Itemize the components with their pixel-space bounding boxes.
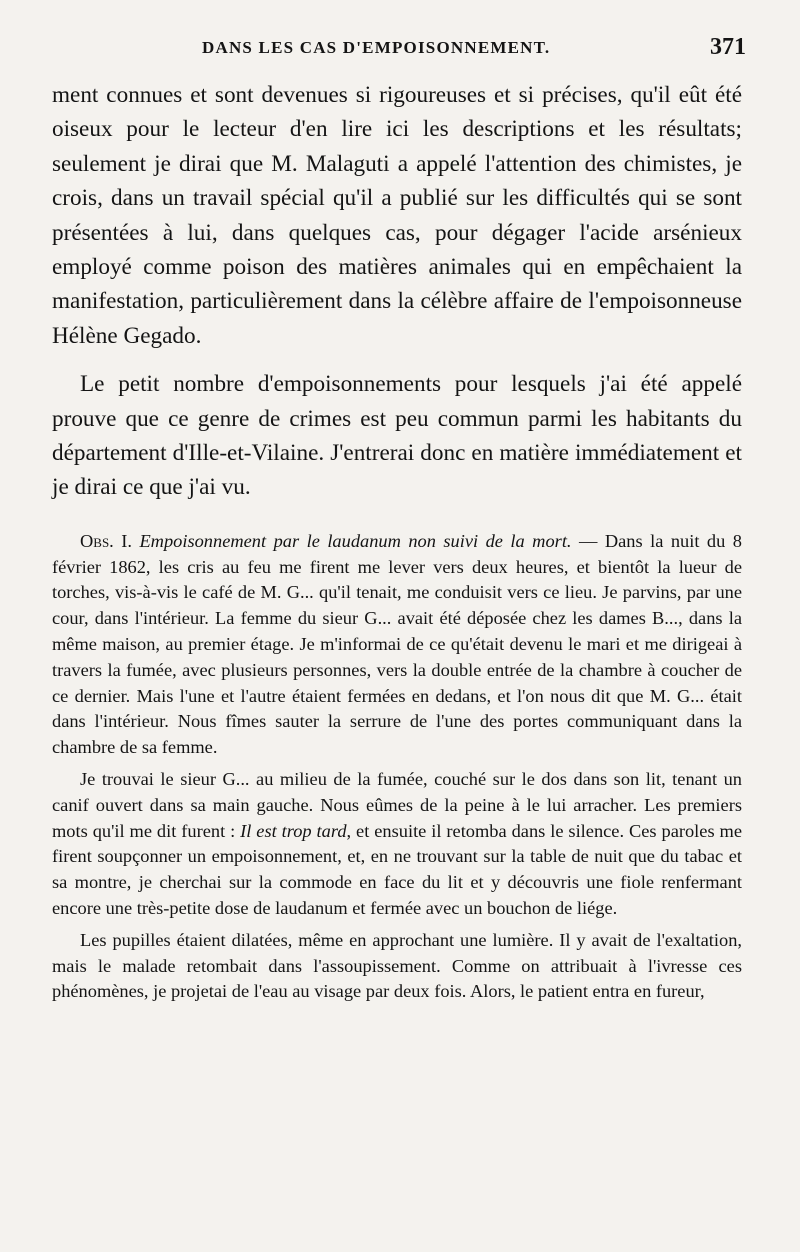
page-header	[52, 34, 746, 78]
observation-quote: Il est trop tard	[240, 820, 347, 841]
observation-third-paragraph: Les pupilles étaient dilatées, même en approchant une lumière. Il y avait de l'exaltation, mais le malade retombait dans l'assoupissement. Comme on attribuait à l'ivresse ces phénomènes, je projetai de l'eau au visage par deux fois. Alors, le patient entra en fureur,	[52, 929, 742, 1002]
observation-text-2-start: Je trouvai le sieur G... au milieu de la fumée, couché sur le dos dans son lit, tenant un canif ouvert dans sa main gauche. Nous eûmes de la peine à le lui arracher. Les premiers mots qu'il me dit furent :	[52, 769, 742, 841]
paragraph-continuation: ment connues et sont devenues si rigoureuses et si précises, qu'il eût été oiseux pour le lecteur d'en lire ici les descriptions et les résultats; seulement je dirai que M. Malaguti a appelé l'attention des chimistes, je crois, dans un travail spécial qu'il a publié sur les difficultés qui se sont présentées à lui, dans quelques cas, pour dégager l'acide arsénieux employé comme poison des matières animales qui en empêchaient la manifestation, particulièrement dans la célèbre affaire de l'empoisonneuse Hélène Gegado.	[52, 82, 742, 349]
observation-title: Empoisonnement par le laudanum non suivi de la mort.	[139, 530, 572, 551]
observation-second-paragraph	[52, 767, 742, 922]
observation-section	[52, 529, 742, 1005]
observation-label: Obs. I.	[80, 530, 132, 551]
book-page	[52, 34, 746, 1005]
running-head: DANS LES CAS D'EMPOISONNEMENT.	[202, 38, 551, 57]
observation-first-paragraph	[52, 529, 742, 761]
page-number: 371	[710, 34, 746, 60]
paragraph-intro: Le petit nombre d'empoisonnements pour lesquels j'ai été appelé prouve que ce genre de crimes est peu commun parmi les habitants du département d'Ille-et-Vilaine. J'entrerai donc en matière immédiatement et je dirai ce que j'ai vu.	[52, 371, 742, 501]
observation-text-1: Dans la nuit du 8 février 1862, les cris au feu me firent me lever vers deux heures, et bientôt la lueur de torches, vis-à-vis le café de M. G... qu'il tenait, me conduisit vers ce lieu. Je parvins, par une cour, dans l'intérieur. La femme du sieur G... avait été déposée chez les dames B..., dans la même maison, au premier étage. Je m'informai de ce qu'était devenu le mari et me dirigeai à travers la fumée, avec plusieurs personnes, vers la double entrée de la chambre à coucher de ce dernier. Mais l'une et l'autre étaient fermées en dedans, et l'on nous dit que M. G... était dans l'intérieur. Nous fîmes sauter la serrure de l'une des portes communiquant dans la chambre de sa femme.	[52, 530, 742, 758]
observation-dash: —	[571, 530, 598, 551]
observation-text-2-end: , et ensuite il retomba dans le silence. Ces paroles me firent soupçonner un empoisonnement, et, en ne trouvant sur la table de nuit que du tabac et sa montre, je cherchai sur la commode en face du lit et y découvris une fiole renfermant encore une très-petite dose de laudanum et fermée avec un bouchon de liége.	[52, 820, 742, 919]
